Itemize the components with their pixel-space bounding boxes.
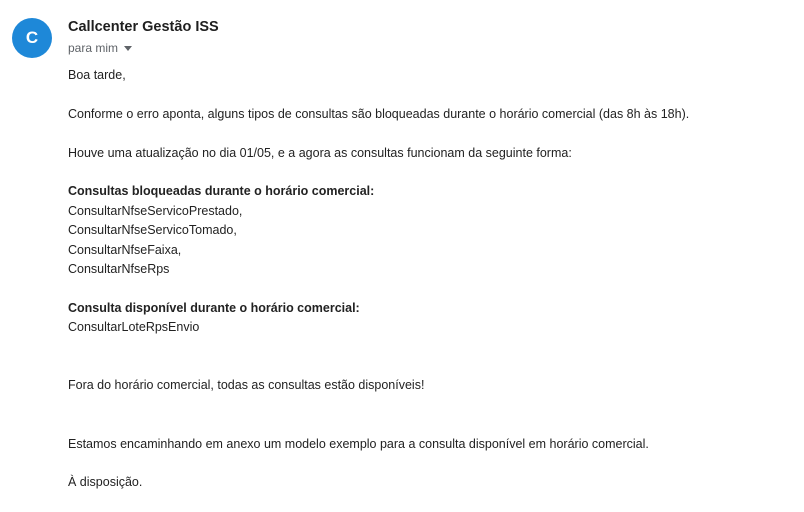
chevron-down-icon[interactable] [124, 46, 132, 51]
paragraph-attachment-note: Estamos encaminhando em anexo um modelo exemplo para a consulta disponível em horário comercial. [68, 436, 649, 451]
paragraph-update-info: Houve uma atualização no dia 01/05, e a agora as consultas funcionam da seguinte forma: [68, 145, 572, 160]
greeting: Boa tarde, [68, 68, 126, 82]
paragraph-error-explanation: Conforme o erro aponta, alguns tipos de consultas são bloqueadas durante o horário comercial (das 8h às 18h). [68, 106, 690, 121]
blocked-queries-heading: Consultas bloqueadas durante o horário comercial: [68, 184, 375, 199]
available-queries-heading: Consulta disponível durante o horário comercial: [68, 300, 360, 315]
list-item: ConsultarNfseServicoTomado, [68, 223, 237, 238]
sender-avatar[interactable]: C [12, 18, 52, 58]
message-body [68, 66, 788, 493]
sender-name[interactable]: Callcenter Gestão ISS [68, 19, 219, 35]
paragraph-off-hours: Fora do horário comercial, todas as consultas estão disponíveis! [68, 378, 425, 393]
closing: À disposição. [68, 475, 143, 490]
list-item: ConsultarNfseServicoPrestado, [68, 203, 243, 218]
list-item: ConsultarLoteRpsEnvio [68, 320, 200, 335]
list-item: ConsultarNfseFaixa, [68, 242, 182, 257]
recipient-details-toggle[interactable] [68, 41, 132, 55]
recipient-label: para mim [68, 41, 119, 55]
list-item: ConsultarNfseRps [68, 262, 170, 277]
